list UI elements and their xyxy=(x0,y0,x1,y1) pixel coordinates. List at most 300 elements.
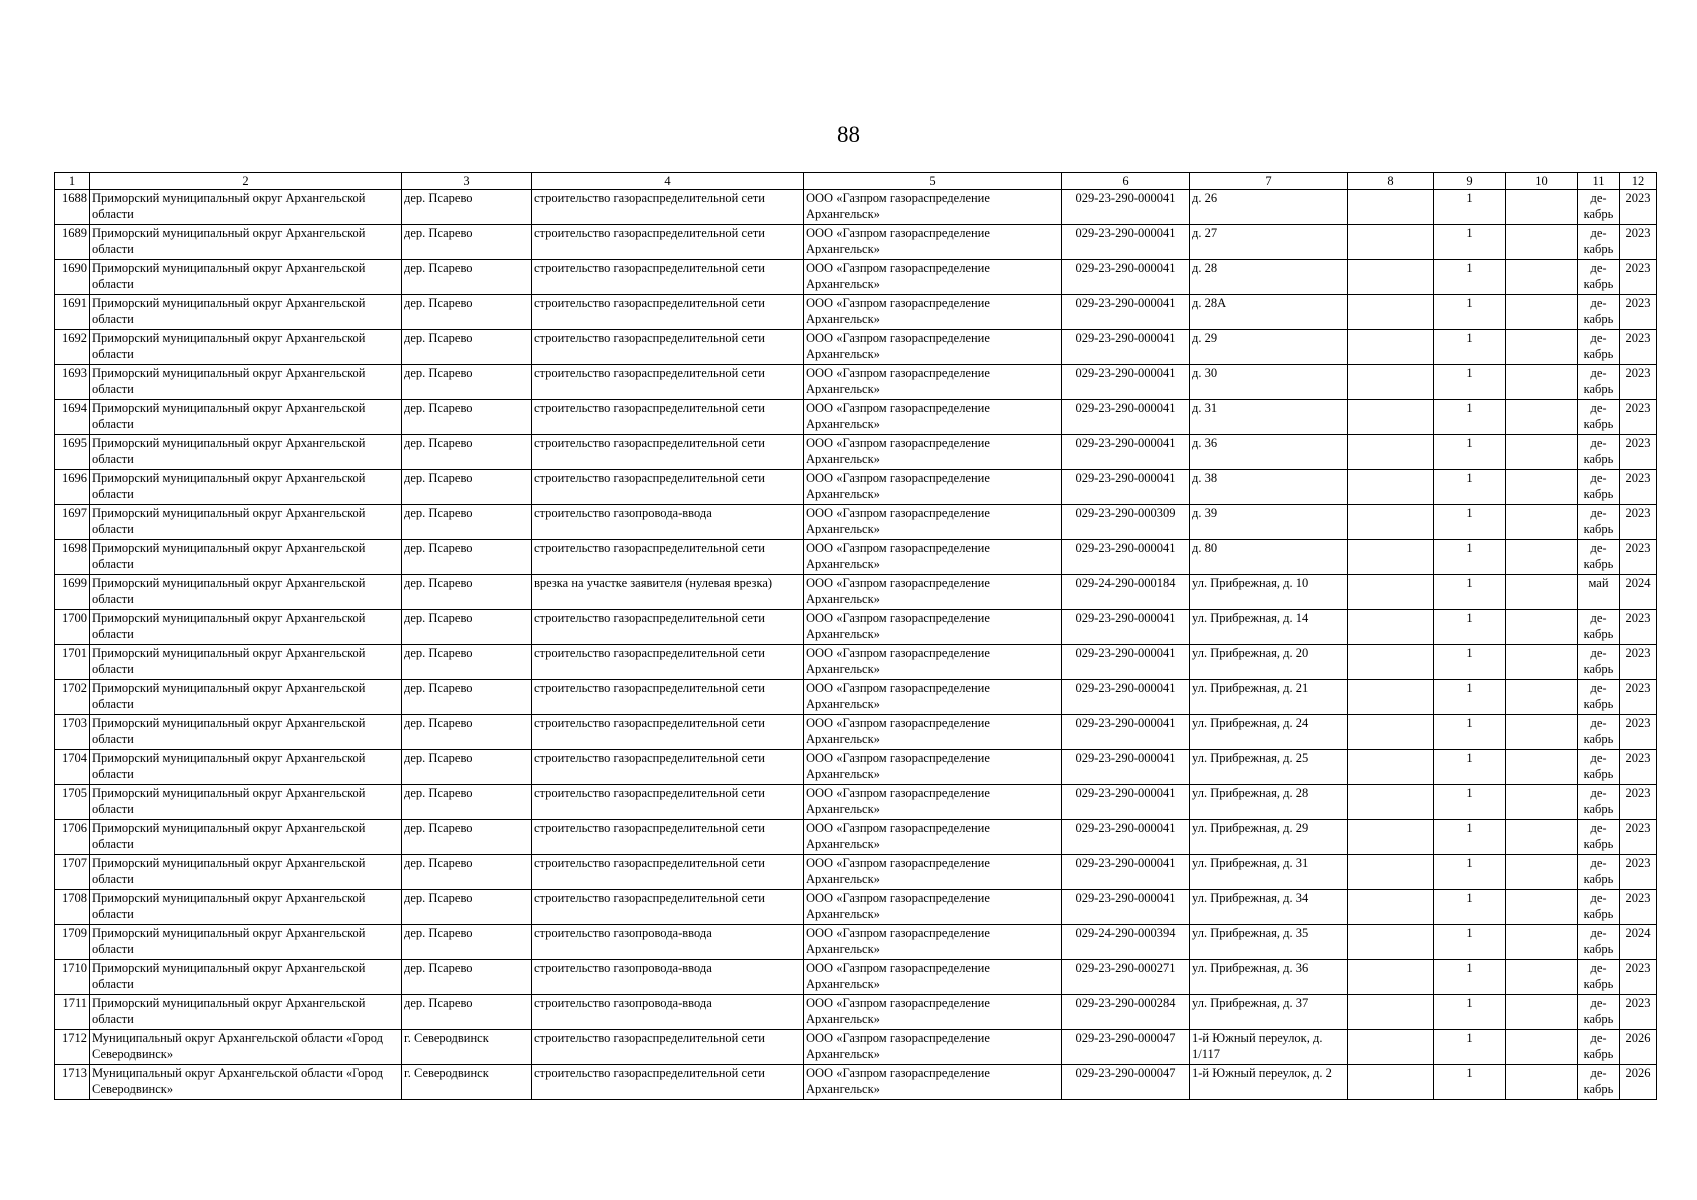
month-cell: де-кабрь xyxy=(1578,925,1620,960)
row-number-cell: 1699 xyxy=(55,575,90,610)
quantity-cell: 1 xyxy=(1434,645,1506,680)
organization-cell: ООО «Газпром газораспределение Архангельск» xyxy=(804,925,1062,960)
municipality-cell: Приморский муниципальный округ Архангельской области xyxy=(90,365,402,400)
application-code-cell: 029-24-290-000394 xyxy=(1062,925,1190,960)
column-8-cell xyxy=(1348,785,1434,820)
application-code-cell: 029-23-290-000041 xyxy=(1062,890,1190,925)
column-10-cell xyxy=(1506,505,1578,540)
quantity-cell: 1 xyxy=(1434,750,1506,785)
column-8-cell xyxy=(1348,400,1434,435)
column-10-cell xyxy=(1506,260,1578,295)
column-8-cell xyxy=(1348,190,1434,225)
table-body xyxy=(55,190,1657,1100)
application-code-cell: 029-23-290-000047 xyxy=(1062,1030,1190,1065)
table-row xyxy=(55,400,1657,435)
column-8-cell xyxy=(1348,820,1434,855)
application-code-cell: 029-23-290-000041 xyxy=(1062,435,1190,470)
year-cell: 2023 xyxy=(1620,750,1657,785)
table-row xyxy=(55,785,1657,820)
address-cell: д. 29 xyxy=(1190,330,1348,365)
settlement-cell: дер. Псарево xyxy=(402,855,532,890)
municipality-cell: Приморский муниципальный округ Архангельской области xyxy=(90,540,402,575)
column-8-cell xyxy=(1348,925,1434,960)
table-row xyxy=(55,855,1657,890)
table-row xyxy=(55,715,1657,750)
table-row xyxy=(55,295,1657,330)
municipality-cell: Муниципальный округ Архангельской области «Город Северодвинск» xyxy=(90,1030,402,1065)
work-type-cell: строительство газораспределительной сети xyxy=(532,1030,804,1065)
month-cell: де-кабрь xyxy=(1578,295,1620,330)
table-row xyxy=(55,925,1657,960)
column-header: 5 xyxy=(804,173,1062,190)
row-number-cell: 1690 xyxy=(55,260,90,295)
work-type-cell: строительство газораспределительной сети xyxy=(532,610,804,645)
quantity-cell: 1 xyxy=(1434,890,1506,925)
column-10-cell xyxy=(1506,820,1578,855)
row-number-cell: 1693 xyxy=(55,365,90,400)
column-10-cell xyxy=(1506,960,1578,995)
row-number-cell: 1708 xyxy=(55,890,90,925)
address-cell: д. 39 xyxy=(1190,505,1348,540)
table-row xyxy=(55,680,1657,715)
work-type-cell: строительство газопровода-ввода xyxy=(532,925,804,960)
year-cell: 2023 xyxy=(1620,890,1657,925)
organization-cell: ООО «Газпром газораспределение Архангельск» xyxy=(804,680,1062,715)
month-cell: де-кабрь xyxy=(1578,715,1620,750)
table-row xyxy=(55,960,1657,995)
year-cell: 2023 xyxy=(1620,995,1657,1030)
organization-cell: ООО «Газпром газораспределение Архангельск» xyxy=(804,505,1062,540)
settlement-cell: дер. Псарево xyxy=(402,960,532,995)
column-10-cell xyxy=(1506,400,1578,435)
table-row xyxy=(55,470,1657,505)
column-8-cell xyxy=(1348,295,1434,330)
quantity-cell: 1 xyxy=(1434,190,1506,225)
column-header: 3 xyxy=(402,173,532,190)
work-type-cell: врезка на участке заявителя (нулевая врезка) xyxy=(532,575,804,610)
column-8-cell xyxy=(1348,470,1434,505)
address-cell: д. 28 xyxy=(1190,260,1348,295)
organization-cell: ООО «Газпром газораспределение Архангельск» xyxy=(804,260,1062,295)
year-cell: 2023 xyxy=(1620,470,1657,505)
application-code-cell: 029-23-290-000041 xyxy=(1062,680,1190,715)
year-cell: 2023 xyxy=(1620,330,1657,365)
column-10-cell xyxy=(1506,470,1578,505)
column-header: 11 xyxy=(1578,173,1620,190)
column-10-cell xyxy=(1506,365,1578,400)
address-cell: д. 36 xyxy=(1190,435,1348,470)
work-type-cell: строительство газопровода-ввода xyxy=(532,505,804,540)
quantity-cell: 1 xyxy=(1434,855,1506,890)
work-type-cell: строительство газопровода-ввода xyxy=(532,995,804,1030)
year-cell: 2026 xyxy=(1620,1065,1657,1100)
address-cell: ул. Прибрежная, д. 37 xyxy=(1190,995,1348,1030)
column-10-cell xyxy=(1506,1065,1578,1100)
address-cell: ул. Прибрежная, д. 31 xyxy=(1190,855,1348,890)
municipality-cell: Приморский муниципальный округ Архангельской области xyxy=(90,820,402,855)
quantity-cell: 1 xyxy=(1434,365,1506,400)
year-cell: 2026 xyxy=(1620,1030,1657,1065)
quantity-cell: 1 xyxy=(1434,715,1506,750)
application-code-cell: 029-23-290-000041 xyxy=(1062,540,1190,575)
table-row xyxy=(55,190,1657,225)
organization-cell: ООО «Газпром газораспределение Архангельск» xyxy=(804,820,1062,855)
year-cell: 2023 xyxy=(1620,295,1657,330)
settlement-cell: дер. Псарево xyxy=(402,680,532,715)
row-number-cell: 1703 xyxy=(55,715,90,750)
municipality-cell: Приморский муниципальный округ Архангельской области xyxy=(90,575,402,610)
organization-cell: ООО «Газпром газораспределение Архангельск» xyxy=(804,785,1062,820)
table-row xyxy=(55,540,1657,575)
column-10-cell xyxy=(1506,925,1578,960)
month-cell: де-кабрь xyxy=(1578,855,1620,890)
organization-cell: ООО «Газпром газораспределение Архангельск» xyxy=(804,1065,1062,1100)
column-8-cell xyxy=(1348,750,1434,785)
organization-cell: ООО «Газпром газораспределение Архангельск» xyxy=(804,855,1062,890)
address-cell: д. 26 xyxy=(1190,190,1348,225)
application-code-cell: 029-23-290-000041 xyxy=(1062,820,1190,855)
month-cell: де-кабрь xyxy=(1578,680,1620,715)
settlement-cell: дер. Псарево xyxy=(402,925,532,960)
row-number-cell: 1691 xyxy=(55,295,90,330)
quantity-cell: 1 xyxy=(1434,680,1506,715)
quantity-cell: 1 xyxy=(1434,260,1506,295)
work-type-cell: строительство газораспределительной сети xyxy=(532,750,804,785)
application-code-cell: 029-23-290-000041 xyxy=(1062,645,1190,680)
column-8-cell xyxy=(1348,330,1434,365)
address-cell: д. 31 xyxy=(1190,400,1348,435)
month-cell: де-кабрь xyxy=(1578,1065,1620,1100)
row-number-cell: 1696 xyxy=(55,470,90,505)
work-type-cell: строительство газораспределительной сети xyxy=(532,435,804,470)
address-cell: ул. Прибрежная, д. 10 xyxy=(1190,575,1348,610)
settlement-cell: дер. Псарево xyxy=(402,890,532,925)
year-cell: 2023 xyxy=(1620,540,1657,575)
column-10-cell xyxy=(1506,190,1578,225)
work-type-cell: строительство газораспределительной сети xyxy=(532,190,804,225)
column-header: 10 xyxy=(1506,173,1578,190)
column-10-cell xyxy=(1506,295,1578,330)
month-cell: де-кабрь xyxy=(1578,610,1620,645)
column-8-cell xyxy=(1348,715,1434,750)
work-type-cell: строительство газораспределительной сети xyxy=(532,330,804,365)
application-code-cell: 029-23-290-000041 xyxy=(1062,610,1190,645)
address-cell: д. 28А xyxy=(1190,295,1348,330)
month-cell: де-кабрь xyxy=(1578,890,1620,925)
row-number-cell: 1706 xyxy=(55,820,90,855)
column-header: 6 xyxy=(1062,173,1190,190)
row-number-cell: 1700 xyxy=(55,610,90,645)
quantity-cell: 1 xyxy=(1434,575,1506,610)
work-type-cell: строительство газораспределительной сети xyxy=(532,1065,804,1100)
application-code-cell: 029-23-290-000041 xyxy=(1062,715,1190,750)
column-10-cell xyxy=(1506,225,1578,260)
address-cell: ул. Прибрежная, д. 34 xyxy=(1190,890,1348,925)
column-10-cell xyxy=(1506,680,1578,715)
settlement-cell: дер. Псарево xyxy=(402,260,532,295)
column-10-cell xyxy=(1506,435,1578,470)
month-cell: де-кабрь xyxy=(1578,505,1620,540)
organization-cell: ООО «Газпром газораспределение Архангельск» xyxy=(804,890,1062,925)
table-row xyxy=(55,225,1657,260)
column-8-cell xyxy=(1348,435,1434,470)
column-header: 7 xyxy=(1190,173,1348,190)
column-8-cell xyxy=(1348,260,1434,295)
application-code-cell: 029-23-290-000047 xyxy=(1062,1065,1190,1100)
municipality-cell: Приморский муниципальный округ Архангельской области xyxy=(90,925,402,960)
row-number-cell: 1689 xyxy=(55,225,90,260)
settlement-cell: дер. Псарево xyxy=(402,715,532,750)
settlement-cell: дер. Псарево xyxy=(402,400,532,435)
month-cell: май xyxy=(1578,575,1620,610)
column-10-cell xyxy=(1506,1030,1578,1065)
work-type-cell: строительство газораспределительной сети xyxy=(532,855,804,890)
table-row xyxy=(55,505,1657,540)
organization-cell: ООО «Газпром газораспределение Архангельск» xyxy=(804,400,1062,435)
month-cell: де-кабрь xyxy=(1578,225,1620,260)
table-row xyxy=(55,645,1657,680)
row-number-cell: 1709 xyxy=(55,925,90,960)
municipality-cell: Приморский муниципальный округ Архангельской области xyxy=(90,715,402,750)
municipality-cell: Приморский муниципальный округ Архангельской области xyxy=(90,295,402,330)
row-number-cell: 1694 xyxy=(55,400,90,435)
application-code-cell: 029-23-290-000284 xyxy=(1062,995,1190,1030)
year-cell: 2024 xyxy=(1620,575,1657,610)
address-cell: ул. Прибрежная, д. 25 xyxy=(1190,750,1348,785)
year-cell: 2023 xyxy=(1620,715,1657,750)
settlement-cell: дер. Псарево xyxy=(402,435,532,470)
address-cell: ул. Прибрежная, д. 28 xyxy=(1190,785,1348,820)
settlement-cell: дер. Псарево xyxy=(402,785,532,820)
work-type-cell: строительство газораспределительной сети xyxy=(532,645,804,680)
address-cell: ул. Прибрежная, д. 20 xyxy=(1190,645,1348,680)
settlement-cell: дер. Псарево xyxy=(402,820,532,855)
month-cell: де-кабрь xyxy=(1578,1030,1620,1065)
application-code-cell: 029-23-290-000041 xyxy=(1062,295,1190,330)
work-type-cell: строительство газораспределительной сети xyxy=(532,295,804,330)
quantity-cell: 1 xyxy=(1434,330,1506,365)
settlement-cell: дер. Псарево xyxy=(402,225,532,260)
year-cell: 2023 xyxy=(1620,645,1657,680)
column-10-cell xyxy=(1506,575,1578,610)
work-type-cell: строительство газораспределительной сети xyxy=(532,890,804,925)
row-number-cell: 1712 xyxy=(55,1030,90,1065)
table-row xyxy=(55,1065,1657,1100)
quantity-cell: 1 xyxy=(1434,225,1506,260)
work-type-cell: строительство газораспределительной сети xyxy=(532,540,804,575)
work-type-cell: строительство газораспределительной сети xyxy=(532,680,804,715)
header-row xyxy=(55,173,1657,190)
year-cell: 2023 xyxy=(1620,190,1657,225)
quantity-cell: 1 xyxy=(1434,995,1506,1030)
quantity-cell: 1 xyxy=(1434,1030,1506,1065)
organization-cell: ООО «Газпром газораспределение Архангельск» xyxy=(804,540,1062,575)
column-8-cell xyxy=(1348,680,1434,715)
column-8-cell xyxy=(1348,855,1434,890)
row-number-cell: 1710 xyxy=(55,960,90,995)
settlement-cell: дер. Псарево xyxy=(402,470,532,505)
work-type-cell: строительство газораспределительной сети xyxy=(532,715,804,750)
organization-cell: ООО «Газпром газораспределение Архангельск» xyxy=(804,610,1062,645)
column-10-cell xyxy=(1506,995,1578,1030)
column-10-cell xyxy=(1506,715,1578,750)
table-row xyxy=(55,365,1657,400)
month-cell: де-кабрь xyxy=(1578,820,1620,855)
column-8-cell xyxy=(1348,645,1434,680)
quantity-cell: 1 xyxy=(1434,960,1506,995)
table-row xyxy=(55,750,1657,785)
settlement-cell: г. Северодвинск xyxy=(402,1030,532,1065)
municipality-cell: Приморский муниципальный округ Архангельской области xyxy=(90,505,402,540)
column-8-cell xyxy=(1348,575,1434,610)
register-table xyxy=(54,172,1657,1100)
quantity-cell: 1 xyxy=(1434,1065,1506,1100)
month-cell: де-кабрь xyxy=(1578,960,1620,995)
year-cell: 2023 xyxy=(1620,400,1657,435)
year-cell: 2023 xyxy=(1620,505,1657,540)
month-cell: де-кабрь xyxy=(1578,365,1620,400)
column-header: 8 xyxy=(1348,173,1434,190)
address-cell: д. 38 xyxy=(1190,470,1348,505)
column-10-cell xyxy=(1506,855,1578,890)
municipality-cell: Приморский муниципальный округ Архангельской области xyxy=(90,400,402,435)
month-cell: де-кабрь xyxy=(1578,785,1620,820)
address-cell: ул. Прибрежная, д. 36 xyxy=(1190,960,1348,995)
column-8-cell xyxy=(1348,960,1434,995)
column-8-cell xyxy=(1348,365,1434,400)
work-type-cell: строительство газораспределительной сети xyxy=(532,400,804,435)
quantity-cell: 1 xyxy=(1434,470,1506,505)
column-8-cell xyxy=(1348,1065,1434,1100)
organization-cell: ООО «Газпром газораспределение Архангельск» xyxy=(804,190,1062,225)
settlement-cell: дер. Псарево xyxy=(402,750,532,785)
column-10-cell xyxy=(1506,540,1578,575)
column-8-cell xyxy=(1348,225,1434,260)
table-row xyxy=(55,260,1657,295)
application-code-cell: 029-23-290-000041 xyxy=(1062,470,1190,505)
work-type-cell: строительство газораспределительной сети xyxy=(532,470,804,505)
month-cell: де-кабрь xyxy=(1578,330,1620,365)
column-10-cell xyxy=(1506,645,1578,680)
settlement-cell: дер. Псарево xyxy=(402,190,532,225)
organization-cell: ООО «Газпром газораспределение Архангельск» xyxy=(804,750,1062,785)
municipality-cell: Приморский муниципальный округ Архангельской области xyxy=(90,470,402,505)
organization-cell: ООО «Газпром газораспределение Архангельск» xyxy=(804,435,1062,470)
work-type-cell: строительство газораспределительной сети xyxy=(532,260,804,295)
year-cell: 2023 xyxy=(1620,435,1657,470)
address-cell: д. 80 xyxy=(1190,540,1348,575)
application-code-cell: 029-23-290-000041 xyxy=(1062,400,1190,435)
month-cell: де-кабрь xyxy=(1578,750,1620,785)
quantity-cell: 1 xyxy=(1434,540,1506,575)
organization-cell: ООО «Газпром газораспределение Архангельск» xyxy=(804,960,1062,995)
settlement-cell: г. Северодвинск xyxy=(402,1065,532,1100)
row-number-cell: 1692 xyxy=(55,330,90,365)
year-cell: 2023 xyxy=(1620,260,1657,295)
column-10-cell xyxy=(1506,785,1578,820)
table-row xyxy=(55,995,1657,1030)
column-header: 12 xyxy=(1620,173,1657,190)
row-number-cell: 1705 xyxy=(55,785,90,820)
table-row xyxy=(55,435,1657,470)
application-code-cell: 029-23-290-000041 xyxy=(1062,330,1190,365)
year-cell: 2024 xyxy=(1620,925,1657,960)
month-cell: де-кабрь xyxy=(1578,400,1620,435)
row-number-cell: 1698 xyxy=(55,540,90,575)
column-8-cell xyxy=(1348,995,1434,1030)
settlement-cell: дер. Псарево xyxy=(402,505,532,540)
municipality-cell: Муниципальный округ Архангельской области «Город Северодвинск» xyxy=(90,1065,402,1100)
month-cell: де-кабрь xyxy=(1578,645,1620,680)
row-number-cell: 1695 xyxy=(55,435,90,470)
table-row xyxy=(55,610,1657,645)
row-number-cell: 1701 xyxy=(55,645,90,680)
month-cell: де-кабрь xyxy=(1578,260,1620,295)
settlement-cell: дер. Псарево xyxy=(402,330,532,365)
organization-cell: ООО «Газпром газораспределение Архангельск» xyxy=(804,365,1062,400)
column-8-cell xyxy=(1348,540,1434,575)
municipality-cell: Приморский муниципальный округ Архангельской области xyxy=(90,785,402,820)
municipality-cell: Приморский муниципальный округ Архангельской области xyxy=(90,610,402,645)
column-header: 1 xyxy=(55,173,90,190)
column-header: 4 xyxy=(532,173,804,190)
quantity-cell: 1 xyxy=(1434,820,1506,855)
organization-cell: ООО «Газпром газораспределение Архангельск» xyxy=(804,995,1062,1030)
municipality-cell: Приморский муниципальный округ Архангельской области xyxy=(90,960,402,995)
application-code-cell: 029-23-290-000041 xyxy=(1062,365,1190,400)
row-number-cell: 1688 xyxy=(55,190,90,225)
address-cell: д. 27 xyxy=(1190,225,1348,260)
quantity-cell: 1 xyxy=(1434,505,1506,540)
application-code-cell: 029-23-290-000041 xyxy=(1062,260,1190,295)
page-number: 88 xyxy=(837,122,860,147)
year-cell: 2023 xyxy=(1620,365,1657,400)
month-cell: де-кабрь xyxy=(1578,995,1620,1030)
quantity-cell: 1 xyxy=(1434,785,1506,820)
municipality-cell: Приморский муниципальный округ Архангельской области xyxy=(90,680,402,715)
row-number-cell: 1713 xyxy=(55,1065,90,1100)
address-cell: ул. Прибрежная, д. 35 xyxy=(1190,925,1348,960)
municipality-cell: Приморский муниципальный округ Архангельской области xyxy=(90,435,402,470)
settlement-cell: дер. Псарево xyxy=(402,295,532,330)
work-type-cell: строительство газораспределительной сети xyxy=(532,820,804,855)
year-cell: 2023 xyxy=(1620,225,1657,260)
application-code-cell: 029-23-290-000309 xyxy=(1062,505,1190,540)
table-row xyxy=(55,575,1657,610)
municipality-cell: Приморский муниципальный округ Архангельской области xyxy=(90,855,402,890)
application-code-cell: 029-23-290-000271 xyxy=(1062,960,1190,995)
municipality-cell: Приморский муниципальный округ Архангельской области xyxy=(90,330,402,365)
year-cell: 2023 xyxy=(1620,820,1657,855)
municipality-cell: Приморский муниципальный округ Архангельской области xyxy=(90,225,402,260)
settlement-cell: дер. Псарево xyxy=(402,645,532,680)
quantity-cell: 1 xyxy=(1434,610,1506,645)
month-cell: де-кабрь xyxy=(1578,190,1620,225)
row-number-cell: 1697 xyxy=(55,505,90,540)
address-cell: ул. Прибрежная, д. 29 xyxy=(1190,820,1348,855)
settlement-cell: дер. Псарево xyxy=(402,610,532,645)
municipality-cell: Приморский муниципальный округ Архангельской области xyxy=(90,260,402,295)
quantity-cell: 1 xyxy=(1434,295,1506,330)
row-number-cell: 1704 xyxy=(55,750,90,785)
address-cell: ул. Прибрежная, д. 21 xyxy=(1190,680,1348,715)
organization-cell: ООО «Газпром газораспределение Архангельск» xyxy=(804,330,1062,365)
column-10-cell xyxy=(1506,890,1578,925)
year-cell: 2023 xyxy=(1620,610,1657,645)
year-cell: 2023 xyxy=(1620,855,1657,890)
table-row xyxy=(55,820,1657,855)
column-8-cell xyxy=(1348,610,1434,645)
